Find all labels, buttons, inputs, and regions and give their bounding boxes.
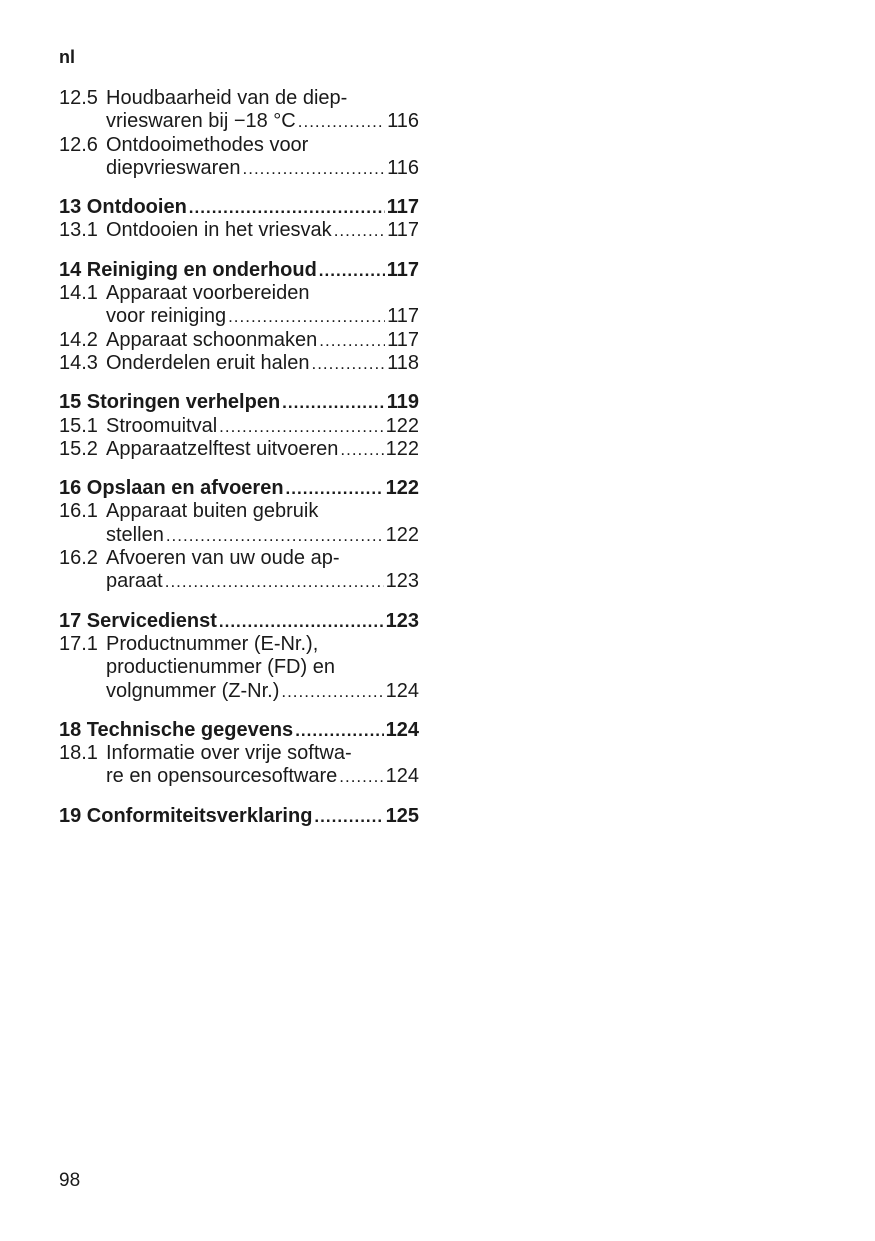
toc-page-number: 122	[385, 414, 419, 437]
toc-entry-number: 13.1	[59, 219, 98, 242]
dot-leader	[228, 305, 385, 328]
toc-entry-14-1[interactable]	[59, 305, 419, 328]
toc-entry-title: Productnummer (E-Nr.),	[106, 632, 319, 655]
toc-chapter-13[interactable]	[59, 196, 419, 219]
toc-entry-title: Apparaat voorbereiden	[106, 282, 310, 305]
toc-entry-number: 14.3	[59, 351, 98, 374]
dot-leader	[243, 157, 386, 180]
toc-entry-17-1-line2[interactable]	[59, 656, 419, 679]
toc-page-number: 117	[387, 219, 419, 242]
toc-entry-17-1-line1[interactable]	[59, 633, 419, 656]
dot-leader	[219, 610, 384, 633]
toc-entry-title: Apparaatzelftest uitvoeren	[106, 437, 339, 460]
toc-entry-title: Stroomuitval	[106, 414, 218, 437]
toc-entry-14-1-line1[interactable]	[59, 282, 419, 305]
toc-entry-18-1[interactable]	[59, 765, 419, 788]
toc-page-number: 117	[386, 196, 419, 219]
toc-entry-number: 14.1	[59, 282, 98, 305]
toc-chapter-title: 13 Ontdooien	[59, 196, 187, 219]
toc-entry-title-cont: productienummer (FD) en	[106, 656, 335, 679]
toc-entry-number: 16.1	[59, 500, 98, 523]
toc-entry-13-1[interactable]	[59, 219, 419, 242]
dot-leader	[282, 391, 385, 414]
toc-entry-title: Ontdooimethodes voor	[106, 133, 309, 156]
toc-entry-12-5-line1[interactable]	[59, 87, 419, 110]
toc-entry-17-1[interactable]	[59, 680, 419, 703]
toc-page-number: 116	[387, 156, 419, 179]
toc-entry-title: Afvoeren van uw oude ap-	[106, 547, 340, 570]
page-number: 98	[59, 1170, 81, 1191]
dot-leader	[314, 805, 383, 828]
dot-leader	[281, 680, 383, 703]
toc-page-number: 124	[385, 679, 419, 702]
toc-entry-title: Onderdelen eruit halen	[106, 351, 310, 374]
toc-page-number: 116	[387, 110, 419, 133]
toc-page-number: 123	[385, 609, 419, 632]
toc-page-number: 118	[387, 351, 419, 374]
toc-chapter-title: 15 Storingen verhelpen	[59, 391, 281, 414]
toc-entry-title: Ontdooien in het vriesvak	[106, 219, 332, 242]
toc-entry-title: Houdbaarheid van de diep-	[106, 87, 348, 109]
toc-chapter-17[interactable]	[59, 610, 419, 633]
dot-leader	[340, 438, 383, 461]
toc-entry-16-1[interactable]	[59, 524, 419, 547]
toc-entry-number: 15.2	[59, 437, 98, 460]
dot-leader	[334, 219, 385, 242]
toc-entry-title-cont: paraat	[106, 570, 163, 593]
toc-page-number: 117	[387, 328, 419, 351]
toc-entry-title-cont: re en opensourcesoftware	[106, 765, 338, 788]
toc-entry-number: 14.2	[59, 328, 98, 351]
toc-page-number: 122	[385, 477, 419, 500]
toc-page-number: 122	[385, 523, 419, 546]
dot-leader	[295, 719, 383, 742]
toc-entry-15-2[interactable]	[59, 438, 419, 461]
toc-entry-18-1-line1[interactable]	[59, 742, 419, 765]
toc-entry-title-cont: volgnummer (Z-Nr.)	[106, 679, 280, 702]
toc-entry-16-2[interactable]	[59, 570, 419, 593]
toc-page-number: 117	[386, 258, 419, 281]
toc-chapter-19[interactable]	[59, 805, 419, 828]
toc-page-number: 117	[387, 305, 419, 328]
toc-page-number: 125	[385, 804, 419, 827]
toc-page-number: 124	[385, 765, 419, 788]
toc-page-number: 124	[385, 718, 419, 741]
dot-leader	[319, 329, 385, 352]
toc-entry-number: 12.6	[59, 133, 98, 156]
dot-leader	[298, 110, 385, 133]
dot-leader	[339, 765, 383, 788]
toc-chapter-title: 18 Technische gegevens	[59, 718, 294, 741]
toc-entry-12-6[interactable]	[59, 157, 419, 180]
toc-entry-16-1-line1[interactable]	[59, 500, 419, 523]
toc-chapter-16[interactable]	[59, 477, 419, 500]
toc-entry-14-3[interactable]	[59, 352, 419, 375]
toc-entry-title-cont: diepvrieswaren	[106, 156, 241, 179]
toc-entry-title-cont: vrieswaren bij −18 °C	[106, 110, 296, 133]
toc-entry-15-1[interactable]	[59, 415, 419, 438]
dot-leader	[311, 352, 385, 375]
toc-entry-title-cont: stellen	[106, 523, 164, 546]
toc-chapter-18[interactable]	[59, 719, 419, 742]
dot-leader	[166, 524, 384, 547]
dot-leader	[219, 415, 383, 438]
toc-entry-title-cont: voor reiniging	[106, 305, 227, 328]
dot-leader	[189, 196, 385, 219]
dot-leader	[319, 259, 385, 282]
toc-entry-title: Apparaat buiten gebruik	[106, 500, 319, 523]
toc-entry-number: 18.1	[59, 742, 98, 765]
dot-leader	[165, 570, 384, 593]
toc-entry-16-2-line1[interactable]	[59, 547, 419, 570]
toc-entry-title: Apparaat schoonmaken	[106, 328, 318, 351]
toc-entry-14-2[interactable]	[59, 329, 419, 352]
toc-chapter-title: 16 Opslaan en afvoeren	[59, 477, 284, 500]
toc-entry-12-6-line1[interactable]	[59, 134, 419, 157]
dot-leader	[286, 477, 384, 500]
toc-chapter-title: 14 Reiniging en onderhoud	[59, 258, 317, 281]
toc-page-number: 122	[385, 437, 419, 460]
toc-chapter-15[interactable]	[59, 391, 419, 414]
toc-entry-number: 15.1	[59, 414, 98, 437]
toc-entry-number: 16.2	[59, 547, 98, 570]
toc-entry-title: Informatie over vrije softwa-	[106, 742, 352, 765]
table-of-contents	[59, 87, 419, 828]
toc-entry-number: 17.1	[59, 632, 98, 655]
toc-entry-12-5[interactable]	[59, 110, 419, 133]
toc-page-number: 123	[385, 570, 419, 593]
toc-entry-number: 12.5	[59, 87, 98, 109]
toc-chapter-title: 19 Conformiteitsverklaring	[59, 804, 313, 827]
language-code: nl	[59, 47, 75, 67]
toc-chapter-14[interactable]	[59, 259, 419, 282]
toc-page-number: 119	[386, 391, 419, 414]
toc-chapter-title: 17 Servicedienst	[59, 609, 217, 632]
